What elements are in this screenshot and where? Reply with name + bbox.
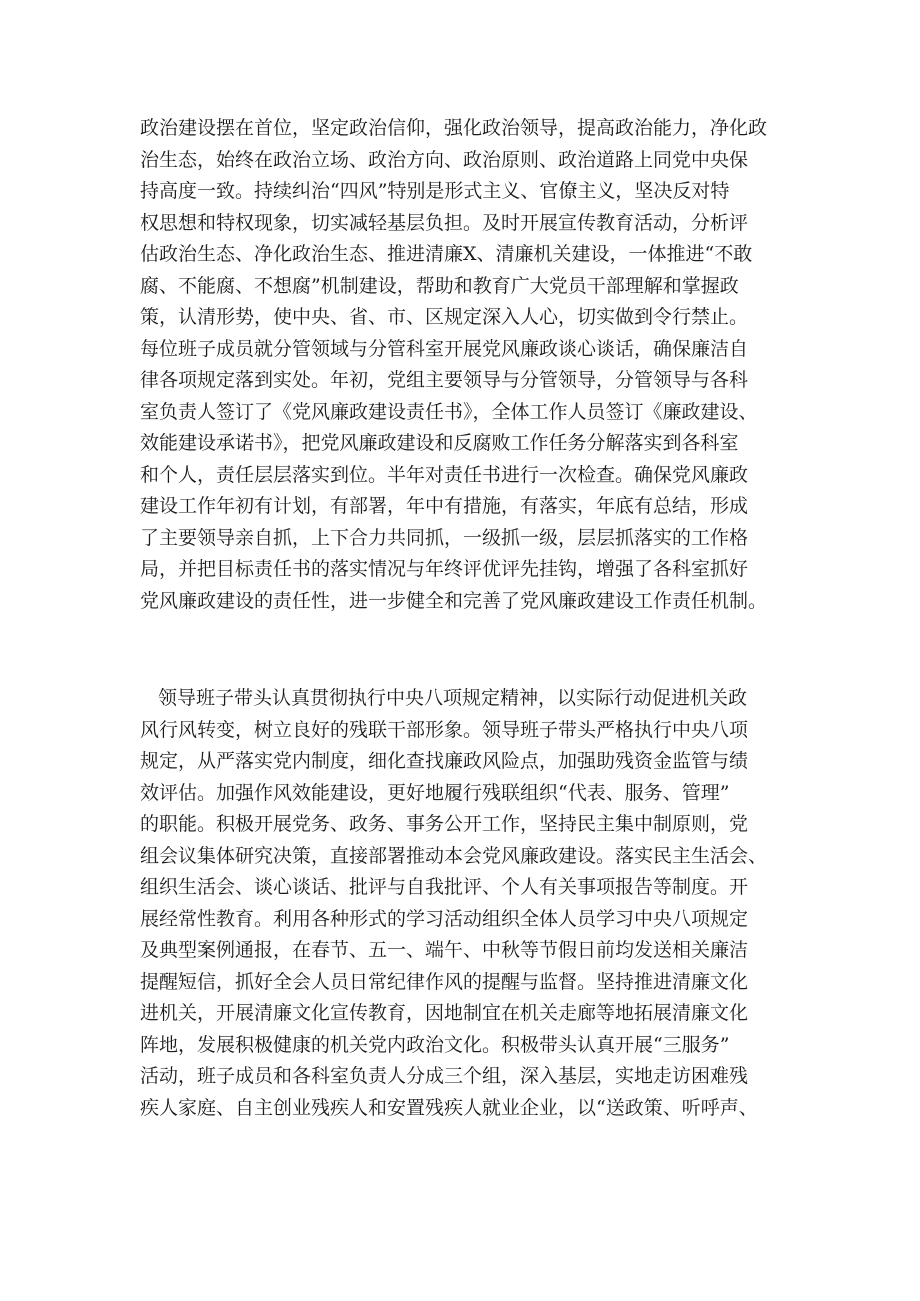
text-line: 组会议集体研究决策，直接部署推动本会党风廉政建设。落实民主生活会、 (140, 844, 768, 867)
text-line: 了主要领导亲自抓，上下合力共同抓，一级抓一级，层层抓落实的工作格 (140, 526, 749, 549)
text-line: 的职能。积极开展党务、政务、事务公开工作，坚持民主集中制原则，党 (140, 813, 749, 835)
text-line: 阵地，发展积极健康的机关党内政治文化。积极带头认真开展“三服务” (140, 1033, 730, 1056)
text-line: 策，认清形势，使中央、省、市、区规定深入人心，切实做到令行禁止。 (140, 306, 749, 328)
text-line: 提醒短信，抓好全会人员日常纪律作风的提醒与监督。坚持推进清廉文化 (140, 970, 749, 993)
text-line: 疾人家庭、自主创业残疾人和安置残疾人就业企业，以“送政策、听呼声、 (140, 1096, 758, 1119)
text-line: 律各项规定落到实处。年初，党组主要领导与分管领导，分管领导与各科 (140, 369, 749, 391)
text-line: 治生态，始终在政治立场、政治方向、政治原则、政治道路上同党中央保 (140, 148, 749, 171)
text-line: 效评估。加强作风效能建设，更好地履行残联组织“代表、服务、管理” (140, 781, 730, 804)
text-line: 估政治生态、净化政治生态、推进清廉X、清廉机关建设，一体推进“不敢 (140, 243, 753, 265)
text-line: 持高度一致。持续纠治“四风”特别是形式主义、官僚主义，坚决反对特 (140, 180, 730, 202)
text-line: 展经常性教育。利用各种形式的学习活动组织全体人员学习中央八项规定 (140, 907, 749, 930)
text-line: 风行风转变，树立良好的残联干部形象。领导班子带头严格执行中央八项 (140, 718, 749, 741)
text-line: 活动，班子成员和各科室负责人分成三个组，深入基层，实地走访困难残 (140, 1065, 749, 1087)
text-line: 局，并把目标责任书的落实情况与年终评优评先挂钩，增强了各科室抓好 (140, 558, 749, 580)
text-line: 党风廉政建设的责任性，进一步健全和完善了党风廉政建设工作责任机制。 (140, 589, 768, 612)
body-paragraph-2 (140, 683, 800, 1124)
text-line: 领导班子带头认真贯彻执行中央八项规定精神，以实际行动促进机关政 (158, 687, 748, 709)
body-paragraph-1 (140, 113, 800, 617)
text-line: 建设工作年初有计划，有部署，年中有措施，有落实，年底有总结，形成 (140, 495, 749, 517)
text-line: 和个人，责任层层落实到位。半年对责任书进行一次检查。确保党风廉政 (140, 463, 749, 486)
text-line: 政治建设摆在首位，坚定政治信仰，强化政治领导，提高政治能力，净化政 (140, 117, 768, 139)
text-line: 规定，从严落实党内制度，细化查找廉政风险点，加强助残资金监管与绩 (140, 750, 749, 772)
text-line: 及典型案例通报，在春节、五一、端午、中秋等节假日前均发送相关廉洁 (140, 939, 749, 961)
text-line: 效能建设承诺书》，把党风廉政建设和反腐败工作任务分解落实到各科室 (140, 432, 739, 454)
text-line: 室负责人签订了《党风廉政建设责任书》，全体工作人员签订《廉政建设、 (140, 400, 758, 423)
text-line: 腐、不能腐、不想腐”机制建设，帮助和教育广大党员干部理解和掌握政 (140, 274, 739, 297)
text-line: 权思想和特权现象，切实减轻基层负担。及时开展宣传教育活动，分析评 (140, 211, 749, 234)
text-line: 每位班子成员就分管领域与分管科室开展党风廉政谈心谈话，确保廉洁自 (140, 337, 749, 360)
text-line: 进机关，开展清廉文化宣传教育，因地制宜在机关走廊等地拓展清廉文化 (140, 1002, 749, 1024)
text-line: 组织生活会、谈心谈话、批评与自我批评、个人有关事项报告等制度。开 (140, 876, 749, 898)
